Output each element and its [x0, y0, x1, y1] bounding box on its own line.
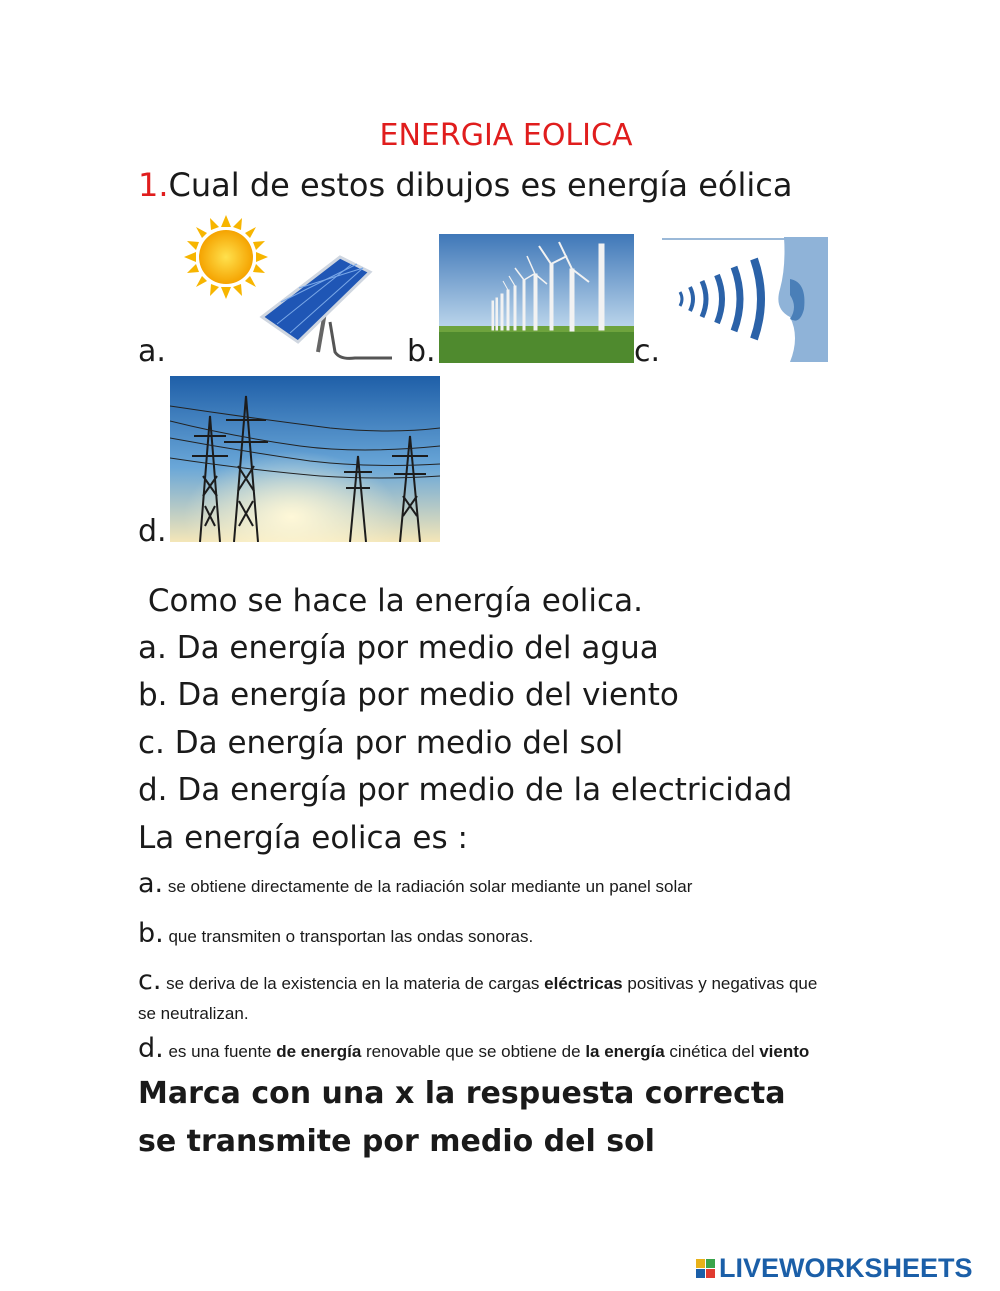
question-3: La energía eolica es : — [138, 820, 468, 856]
logo-blocks-icon — [696, 1259, 715, 1278]
q3-option-a[interactable] — [138, 868, 692, 899]
q2-option-d[interactable]: d. Da energía por medio de la electricidad — [138, 772, 793, 808]
instruction-text: Marca con una x la respuesta correcta — [138, 1076, 786, 1111]
page-title: ENERGIA EOLICA — [379, 118, 633, 153]
q2-option-b[interactable]: b. Da energía por medio del viento — [138, 677, 679, 713]
option-b-label: b. — [407, 334, 436, 369]
option-c-label: c. — [634, 334, 661, 369]
q3-option-c-text-1: se deriva de la existencia en la materia de cargas — [166, 974, 540, 993]
q2-option-c[interactable]: c. Da energía por medio del sol — [138, 725, 624, 761]
q3-option-d-bold-3: viento — [759, 1042, 810, 1061]
solar-panel-image[interactable] — [180, 212, 395, 364]
wind-turbines-image[interactable] — [439, 234, 634, 363]
question-2: Como se hace la energía eolica. — [138, 583, 643, 619]
logo-block — [706, 1259, 715, 1268]
option-d-label: d. — [138, 514, 167, 549]
q3-option-d-bold-2: la energía — [585, 1042, 665, 1061]
question-1 — [138, 166, 792, 204]
question-number: 1. — [138, 166, 169, 204]
q2-option-a[interactable]: a. Da energía por medio del agua — [138, 630, 659, 666]
q3-option-a-text: se obtiene directamente de la radiación solar mediante un panel solar — [167, 877, 693, 896]
liveworksheets-logo — [696, 1253, 973, 1284]
q3-option-c[interactable] — [138, 965, 878, 996]
q3-option-d[interactable] — [138, 1033, 809, 1064]
q3-option-c-line-2: se neutralizan. — [138, 1004, 249, 1023]
power-towers-image[interactable] — [170, 376, 440, 542]
statement-text: se transmite por medio del sol — [138, 1124, 655, 1159]
q3-option-d-letter: d. — [138, 1033, 164, 1064]
q3-option-d-bold-1: de energía — [276, 1042, 362, 1061]
q3-option-b-letter: b. — [138, 918, 164, 949]
q3-option-c-text-2: positivas y negativas que — [627, 974, 818, 993]
logo-block — [696, 1269, 705, 1278]
option-a-label: a. — [138, 334, 166, 369]
q3-option-b[interactable] — [138, 918, 533, 949]
q3-option-d-text-1: es una fuente — [168, 1042, 272, 1061]
sound-waves-ear-image[interactable] — [662, 237, 828, 362]
logo-block — [696, 1259, 705, 1268]
q3-option-d-text-2: renovable que se obtiene de — [366, 1042, 581, 1061]
q3-option-d-text-3: cinética del — [669, 1042, 755, 1061]
q3-option-b-text: que transmiten o transportan las ondas sonoras. — [168, 927, 534, 946]
q3-option-c-letter: c. — [138, 965, 162, 996]
logo-block — [706, 1269, 715, 1278]
q3-option-a-letter: a. — [138, 868, 164, 899]
question-text: Cual de estos dibujos es energía eólica — [168, 166, 793, 204]
q3-option-c-bold: eléctricas — [544, 974, 623, 993]
logo-text: LIVEWORKSHEETS — [719, 1253, 973, 1283]
